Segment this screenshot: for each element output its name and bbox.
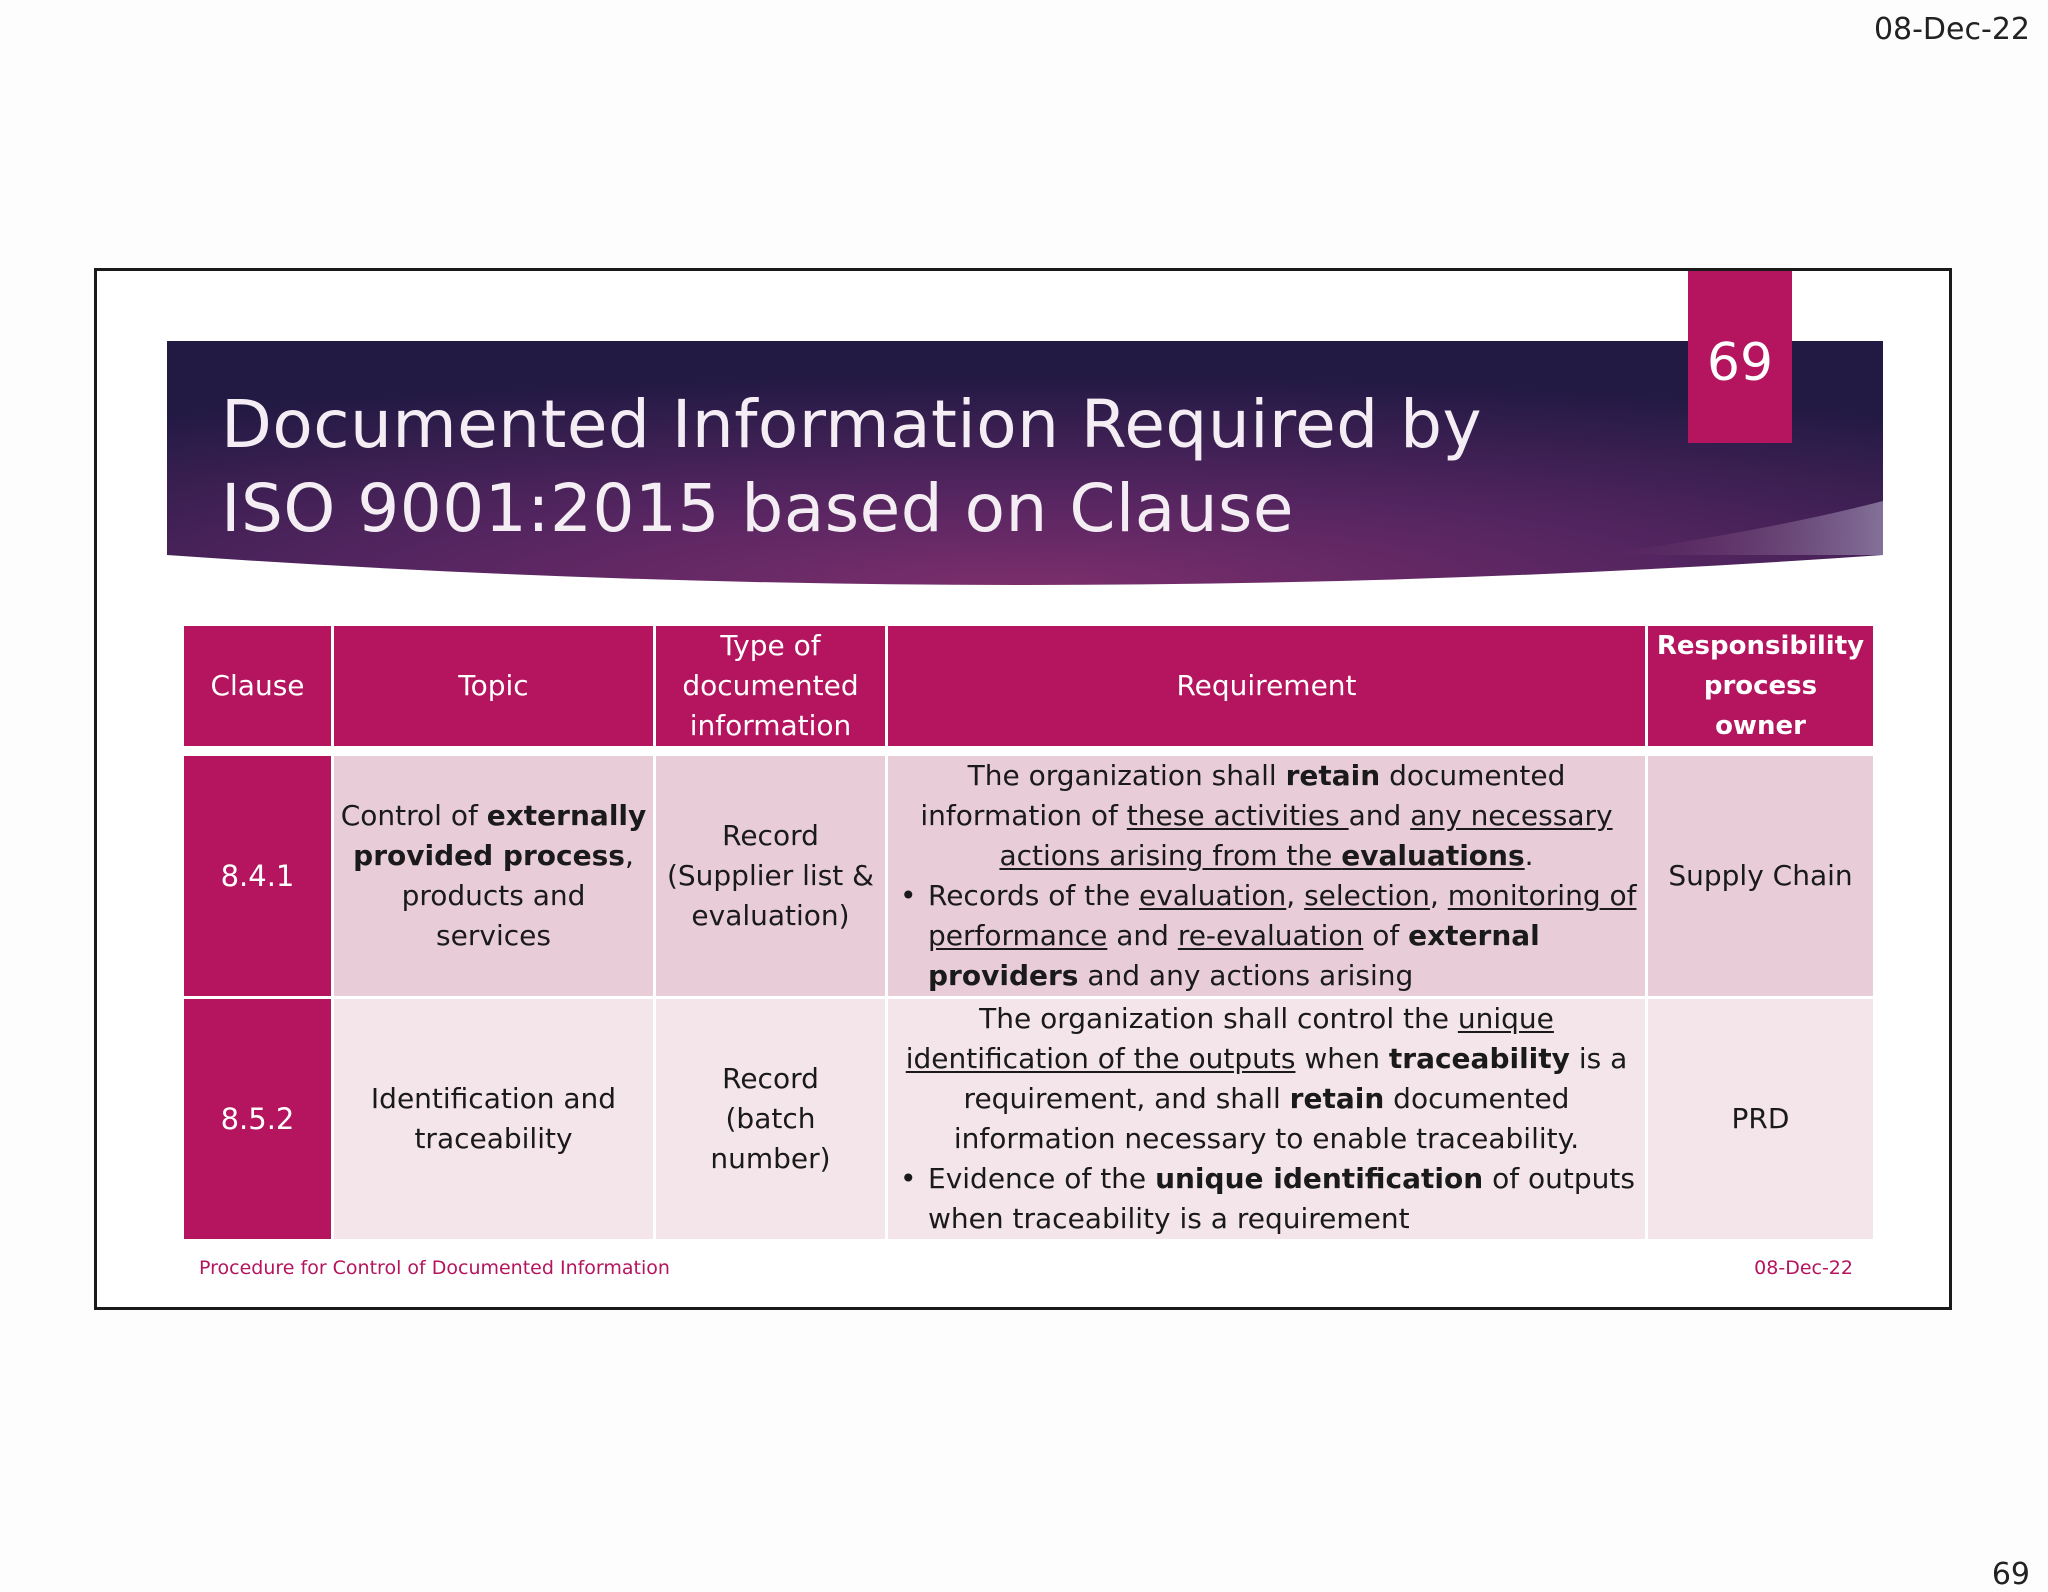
- clause-cell: 8.5.2: [183, 998, 333, 1241]
- header-type: Type of documented information: [655, 625, 887, 748]
- header-responsibility: Responsibility process owner: [1647, 625, 1875, 748]
- type-cell: Record (Supplier list & evaluation): [655, 755, 887, 998]
- responsibility-cell: Supply Chain: [1647, 755, 1875, 998]
- requirements-table: [181, 623, 1876, 1242]
- slide-title-line1: Documented Information Required by: [221, 386, 1483, 463]
- bullet-icon: •: [900, 1162, 917, 1195]
- responsibility-cell: PRD: [1647, 998, 1875, 1241]
- requirement-bullet: • Evidence of the unique identification of outputs when traceability is a requirement: [894, 1159, 1639, 1239]
- bullet-icon: •: [900, 879, 917, 912]
- table-row: [183, 998, 1875, 1241]
- requirement-cell: [887, 998, 1647, 1241]
- page-number: 69: [1991, 1557, 2030, 1592]
- topic-cell: Control of externally provided process, products and services: [333, 755, 655, 998]
- header-clause: Clause: [183, 625, 333, 748]
- page-date: 08-Dec-22: [1873, 12, 2030, 47]
- table-header-row: [183, 625, 1875, 748]
- table-row: [183, 755, 1875, 998]
- slide: [94, 268, 1952, 1310]
- type-cell: Record (batch number): [655, 998, 887, 1241]
- slide-title: [221, 383, 1482, 551]
- header-topic: Topic: [333, 625, 655, 748]
- header-requirement: Requirement: [887, 625, 1647, 748]
- footer-date: 08-Dec-22: [1754, 1257, 1853, 1279]
- requirement-cell: [887, 755, 1647, 998]
- footer-title: Procedure for Control of Documented Information: [199, 1257, 670, 1279]
- requirement-text: The organization shall retain documented information of these activities and any necessary actions arising from the evaluations.: [920, 759, 1613, 872]
- slide-title-line2: ISO 9001:2015 based on Clause: [221, 470, 1295, 547]
- requirement-text: The organization shall control the unique identification of the outputs when traceability is a requirement, and shall retain documented information necessary to enable traceability.: [905, 1002, 1628, 1155]
- requirement-bullet: • Records of the evaluation, selection, monitoring of performance and re-evaluation of external providers and any actions arising: [894, 876, 1639, 996]
- slide-number-tab: [1688, 271, 1792, 443]
- clause-cell: 8.4.1: [183, 755, 333, 998]
- topic-cell: Identification and traceability: [333, 998, 655, 1241]
- slide-number: 69: [1706, 333, 1774, 393]
